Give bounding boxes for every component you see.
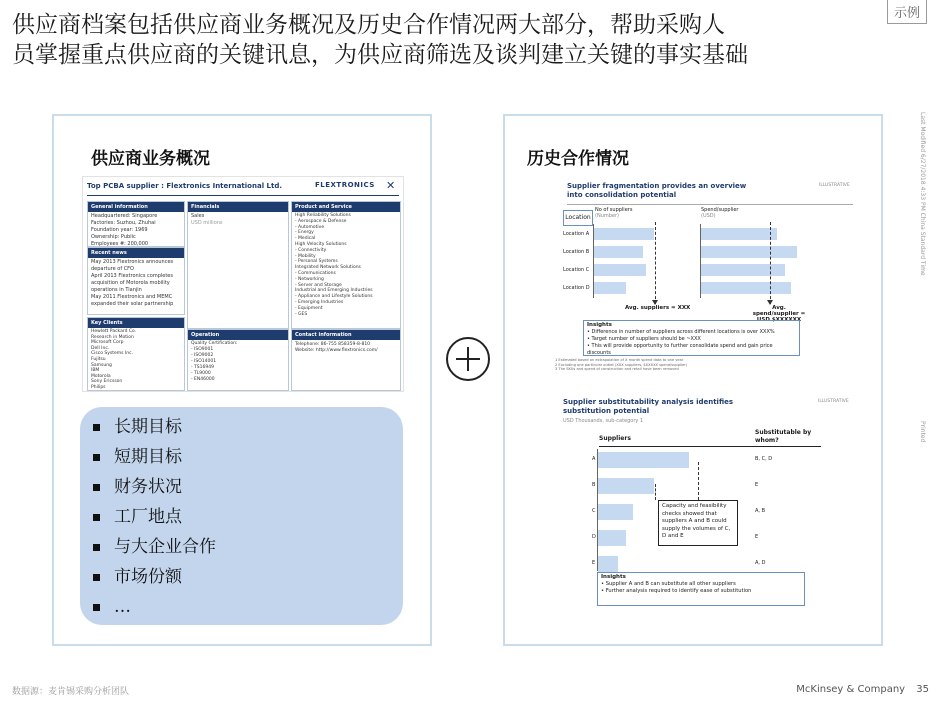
- spend-header-unit: (USD): [701, 213, 716, 219]
- spend-header-text: Spend/supplier: [701, 207, 739, 213]
- financials-section: [187, 201, 289, 329]
- client-item: Motorola: [91, 373, 111, 379]
- bullet-icon: [93, 424, 100, 431]
- title-rule: [87, 195, 399, 196]
- product-line: Integrated Network Solutions: [295, 265, 361, 271]
- suppliers-col-header: Suppliers: [599, 435, 631, 442]
- bullet-icon: [93, 574, 100, 581]
- suppliers-header: [595, 207, 632, 219]
- insights-header: Insights: [601, 574, 626, 580]
- product-line: - Medical: [295, 236, 316, 242]
- list-item-text: 长期目标: [114, 417, 182, 437]
- callout-leader: [698, 462, 699, 500]
- substitutable-value: E: [755, 482, 759, 488]
- recent-news-section: [87, 247, 185, 315]
- client-item: Sony Ericsson: [91, 379, 123, 385]
- footer-brand: [796, 684, 929, 695]
- list-item: [93, 502, 393, 532]
- substitutable-value: E: [755, 534, 759, 540]
- location-label: Location C: [563, 267, 590, 273]
- general-line: Foundation year: 1969: [91, 227, 148, 233]
- list-item-text: 短期目标: [114, 447, 182, 467]
- suppliers-bar: [594, 264, 646, 276]
- avg-spend-label: Avg. spend/supplier = USD $XXXXXX: [752, 305, 806, 323]
- illustrative-tag: ILLUSTRATIVE: [819, 183, 850, 188]
- axis-line: [593, 224, 594, 298]
- bullet-icon: [93, 484, 100, 491]
- supplier-bar: [598, 504, 633, 520]
- insight-item: • This will provide opportunity to further consolidate spend and gain price discounts: [587, 343, 773, 356]
- product-line: High Velocity Solutions: [295, 241, 347, 247]
- operation-line: - ISO9002: [191, 353, 214, 358]
- footnote: 1 Estimated based on extrapolation of X month spend data to one year: [555, 358, 684, 362]
- product-line: - GES: [295, 311, 308, 317]
- substitutability-subtitle: USD Thousands, sub-category 1: [563, 418, 644, 424]
- contact-information-section: [291, 329, 401, 391]
- title-rule: [567, 204, 853, 205]
- key-clients-section: [87, 317, 185, 391]
- source-note: 数据源：麦肯锡采购分析团队: [12, 687, 130, 697]
- client-item: Samsung: [91, 362, 112, 368]
- product-service-section: [291, 201, 401, 329]
- general-line: Factories: Suzhou, Zhuhai: [91, 220, 156, 226]
- header-rule: [599, 446, 821, 447]
- product-line: - Aerospace & Defense: [295, 218, 347, 224]
- list-item-text: 财务状况: [114, 477, 182, 497]
- location-label: Location D: [563, 285, 590, 291]
- substitutability-insights-box: [597, 572, 805, 606]
- list-item-text: 市场份额: [114, 567, 182, 587]
- location-header: Location: [563, 210, 593, 226]
- product-line: - Appliance and Lifestyle Solutions: [295, 294, 373, 300]
- supplier-label: A: [592, 456, 596, 462]
- operation-line: - TL9000: [191, 371, 211, 376]
- supplier-label: C: [592, 508, 596, 514]
- operation-section: [187, 329, 289, 391]
- flextronics-logo: FLEXTRONICS: [315, 181, 375, 189]
- client-item: IBM: [91, 368, 100, 374]
- product-line: - Equipment: [295, 305, 323, 311]
- insight-text: Target number of suppliers should be ~XXX: [591, 336, 701, 342]
- suppliers-header-text: No of suppliers: [595, 207, 633, 213]
- insight-text: Supplier A and B can substitute all other suppliers: [605, 581, 736, 587]
- spend-bar: [701, 282, 791, 294]
- operation-line: - EN46000: [191, 377, 215, 382]
- suppliers-bar: [594, 282, 626, 294]
- profile-title: Top PCBA supplier : Flextronics International Ltd.: [87, 182, 283, 190]
- supplier-bar: [598, 452, 689, 468]
- insight-item: • Supplier A and B can substitute all other suppliers: [601, 581, 736, 587]
- supplier-bar: [598, 530, 626, 546]
- illustrative-tag: ILLUSTRATIVE: [818, 399, 849, 404]
- suppliers-bar: [594, 228, 654, 240]
- operation-line: Quality Certification:: [191, 341, 238, 346]
- list-item: [93, 472, 393, 502]
- bullet-icon: [93, 514, 100, 521]
- spend-header: [701, 207, 738, 219]
- product-line: - Emerging Industries: [295, 299, 344, 305]
- bullet-icon: [93, 454, 100, 461]
- recent-news-header: Recent news: [88, 248, 184, 258]
- avg-suppliers-label: Avg. suppliers = XXX: [625, 305, 691, 311]
- news-item: April 2013 Flextronics completes acquisition of Motorola mobility operations in Tianjin: [91, 273, 173, 293]
- financials-line: Sales: [191, 213, 205, 219]
- fragmentation-insights-box: [583, 320, 800, 356]
- avg-spend-line: [770, 222, 771, 304]
- client-item: Dell Inc.: [91, 345, 110, 351]
- capacity-callout: Capacity and feasibility checks showed that suppliers A and B could supply the volumes of C, D and E: [658, 500, 738, 546]
- list-item: [93, 442, 393, 472]
- news-item: May 2011 Flextronics and MEMC expanded their solar partnership: [91, 294, 174, 307]
- footnotes: [555, 358, 687, 372]
- product-line: Industrial and Emerging Industries: [295, 288, 373, 294]
- insight-text: This will provide opportunity to further consolidate spend and gain price discounts: [587, 343, 773, 356]
- substitutability-title: Supplier substitutability analysis identifies substitution potential: [563, 398, 734, 415]
- insight-text: Difference in number of suppliers across different locations is over XXX%: [591, 329, 775, 335]
- list-item-text: 工厂地点: [114, 507, 182, 527]
- profile-contents-list: [93, 412, 393, 622]
- product-line: - Automotive: [295, 224, 325, 230]
- contact-header: Contact information: [292, 330, 400, 340]
- insight-item: • Difference in number of suppliers across different locations is over XXX%: [587, 329, 775, 335]
- client-item: Philips: [91, 384, 106, 390]
- fragmentation-exhibit: [555, 180, 863, 380]
- operation-header: Operation: [188, 330, 288, 340]
- supplier-label: E: [592, 560, 596, 566]
- product-line: - Communications: [295, 270, 336, 276]
- general-line: Ownership: Public: [91, 234, 136, 240]
- general-line: Headquartered: Singapore: [91, 213, 158, 219]
- supplier-profile-document: [82, 176, 404, 392]
- insight-text: Further analysis required to identify ease of substitution: [605, 588, 752, 594]
- title-line-2: 员掌握重点供应商的关键讯息，为供应商筛选及谈判建立关键的事实基础: [12, 42, 748, 68]
- supplier-label: B: [592, 482, 596, 488]
- financials-header: Financials: [188, 202, 288, 212]
- avg-suppliers-line: [655, 222, 656, 304]
- contact-line: Telephone: 86-755 858359-8-810: [295, 342, 371, 347]
- substitutable-value: A, B: [755, 508, 766, 514]
- list-item: [93, 562, 393, 592]
- insight-item: • Target number of suppliers should be ~XXX: [587, 336, 701, 342]
- axis-line: [700, 224, 701, 298]
- product-line: - Connectivity: [295, 247, 327, 253]
- cooperation-history-heading: 历史合作情况: [527, 149, 629, 169]
- news-item: May 2013 Flextronics announces departure of CFO: [91, 259, 174, 272]
- client-item: Hewlett Packard Co.: [91, 329, 137, 334]
- product-service-header: Product and Service: [292, 202, 400, 212]
- printed-note: Printed: [919, 421, 926, 443]
- supplier-bar: [598, 478, 654, 494]
- business-overview-heading: 供应商业务概况: [91, 149, 210, 169]
- suppliers-header-unit: (Number): [595, 213, 619, 219]
- last-modified-note: Last Modified 6/27/2018 4:33 PM China Standard Time: [919, 112, 926, 276]
- substitutable-value: B, C, D: [755, 456, 773, 462]
- general-line: Employees #: 200,000: [91, 241, 149, 247]
- substitutable-value: A, D: [755, 560, 766, 566]
- footnote: 2 Excluding one particular outlet (XXX suppliers, $XXXXX spend/supplier): [555, 362, 688, 367]
- product-line: - Energy: [295, 230, 314, 236]
- insights-header: Insights: [587, 322, 612, 328]
- list-item-text: …: [114, 597, 131, 617]
- operation-line: - ISO14001: [191, 359, 217, 364]
- company-name: McKinsey & Company: [796, 684, 906, 695]
- supplier-bar: [598, 556, 618, 572]
- plus-icon: [446, 337, 490, 381]
- general-information-section: [87, 201, 185, 247]
- fragmentation-title: Supplier fragmentation provides an overview into consolidation potential: [567, 182, 747, 199]
- operation-line: - TS16949: [191, 365, 214, 370]
- flextronics-logo-icon: ✕: [386, 179, 396, 192]
- product-line: High Reliability Solutions: [295, 213, 351, 218]
- financials-line: USD millions: [191, 220, 223, 226]
- location-label: Location B: [563, 249, 590, 255]
- client-item: Cisco Systems Inc.: [91, 351, 134, 357]
- page-number: 35: [916, 684, 929, 695]
- bullet-icon: [93, 544, 100, 551]
- callout-leader: [655, 484, 656, 500]
- list-item: [93, 592, 393, 622]
- product-line: - Networking: [295, 276, 324, 282]
- list-item: [93, 532, 393, 562]
- substitutability-exhibit: [563, 396, 863, 606]
- spend-bar: [701, 264, 785, 276]
- product-line: - Mobility: [295, 253, 316, 259]
- slide-title: [12, 10, 872, 70]
- spend-bar: [701, 228, 777, 240]
- key-clients-header: Key Clients: [88, 318, 184, 328]
- client-item: Microsoft Corp: [91, 340, 124, 346]
- bullet-icon: [93, 604, 100, 611]
- list-item-text: 与大企业合作: [114, 537, 216, 557]
- supplier-label: D: [592, 534, 596, 540]
- suppliers-bar: [594, 246, 643, 258]
- title-line-1: 供应商档案包括供应商业务概况及历史合作情况两大部分，帮助采购人: [12, 12, 725, 38]
- contact-line: Website: http://www.flextronics.com/: [295, 348, 378, 353]
- product-line: - Server and Storage: [295, 282, 342, 288]
- insight-item: • Further analysis required to identify ease of substitution: [601, 588, 752, 594]
- footnote: 3 The SKUs and spend of construction and retail have been removed: [555, 367, 679, 372]
- list-item: [93, 412, 393, 442]
- client-item: Research in Motion: [91, 334, 134, 340]
- spend-bar: [701, 246, 797, 258]
- product-line: - Personal Systems: [295, 259, 338, 265]
- substitutable-col-header: Substitutable by whom?: [755, 429, 812, 444]
- example-badge: 示例: [887, 0, 927, 24]
- general-information-header: General information: [88, 202, 184, 212]
- location-label: Location A: [563, 231, 590, 237]
- client-item: Fujitsu: [91, 356, 106, 362]
- operation-line: - ISO9001: [191, 347, 214, 352]
